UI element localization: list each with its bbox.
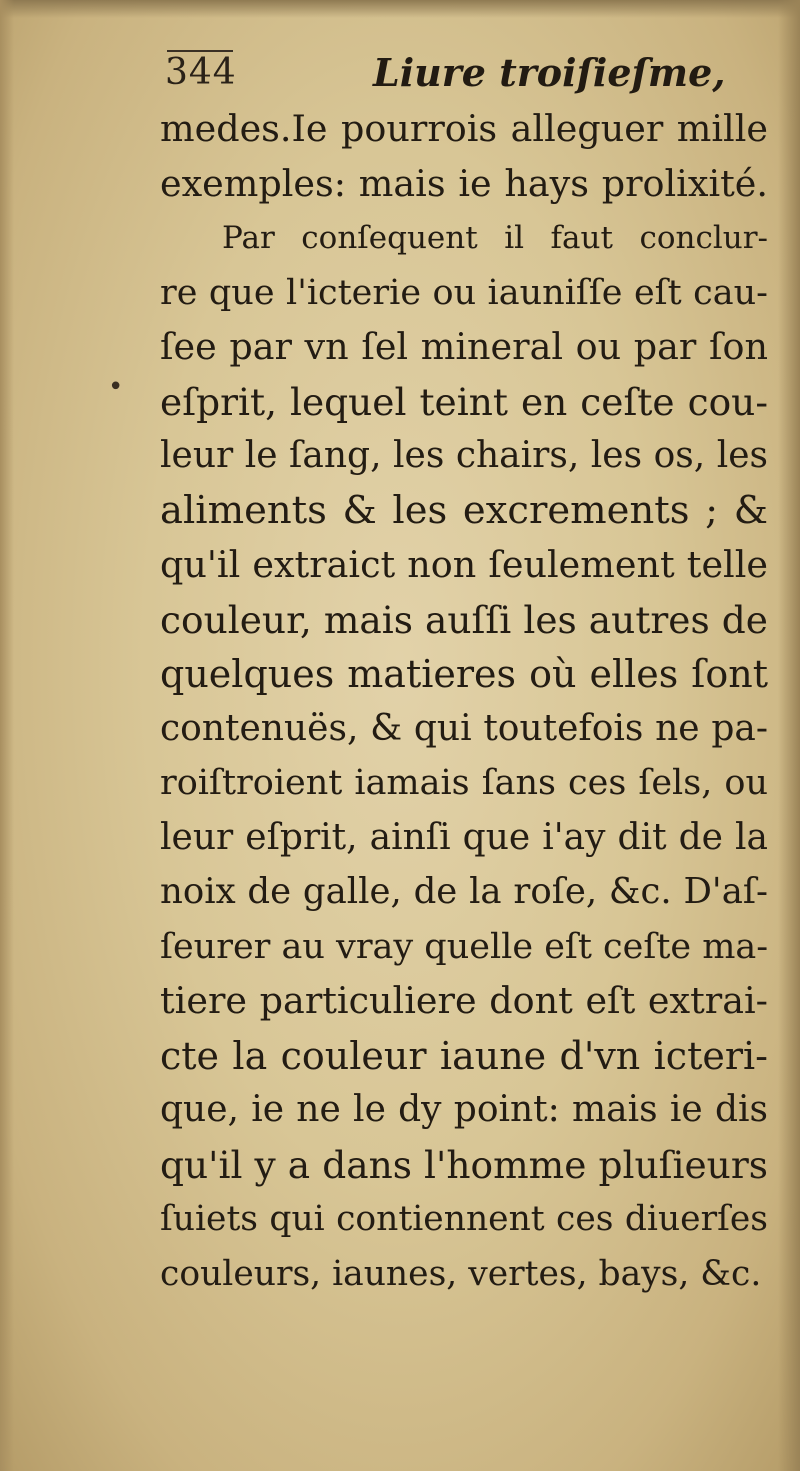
text-line: noix de galle, de la roſe, &c. D'aſ- [160, 871, 768, 912]
page-left-shadow [0, 0, 14, 1471]
running-head: Liure troiſieſme, [373, 50, 726, 95]
text-line: Par conſequent il faut conclur- [222, 220, 768, 256]
text-line: contenuës, & qui toutefois ne pa- [160, 707, 768, 749]
text-line: ſuiets qui contiennent ces diuerſes [160, 1199, 768, 1239]
text-line: aliments & les excrements ; & [160, 487, 768, 533]
text-line: que, ie ne le dy point: mais ie dis [160, 1089, 768, 1130]
text-line: roiſtroient iamais ſans ces ſels, ou [160, 763, 768, 803]
text-line: couleur, mais auſſi les autres de [160, 597, 768, 642]
text-line: exemples: mais ie hays prolixité. [160, 161, 768, 205]
margin-mark: • [108, 372, 124, 402]
text-line: ſee par vn ſel mineral ou par ſon [160, 325, 768, 368]
text-line: cte la couleur iaune d'vn icteri- [160, 1033, 768, 1078]
page-header [165, 44, 765, 104]
text-line: couleurs, iaunes, vertes, bays, &c. [160, 1253, 762, 1294]
page-top-shadow [0, 0, 800, 18]
text-line: leur eſprit, ainſi que i'ay dit de la [160, 816, 768, 858]
text-line: tiere particuliere dont eſt extrai- [160, 979, 768, 1022]
text-line: medes.Ie pourrois alleguer mille [160, 107, 768, 150]
text-line: leur le ſang, les chairs, les os, les [160, 435, 768, 476]
text-line: eſprit, lequel teint en ceſte cou- [160, 379, 768, 424]
text-line: ſeurer au vray quelle eſt ceſte ma- [160, 926, 769, 967]
page-right-shadow [778, 0, 800, 1471]
page-number: 344 [165, 52, 237, 93]
body-text [160, 102, 768, 1301]
text-line: re que l'icterie ou iauniſſe eſt cau- [160, 272, 768, 313]
text-line: quelques matieres où elles ſont [160, 652, 768, 696]
text-line: qu'il y a dans l'homme pluſieurs [160, 1142, 768, 1187]
text-line: qu'il extraict non ſeulement telle [160, 543, 768, 586]
